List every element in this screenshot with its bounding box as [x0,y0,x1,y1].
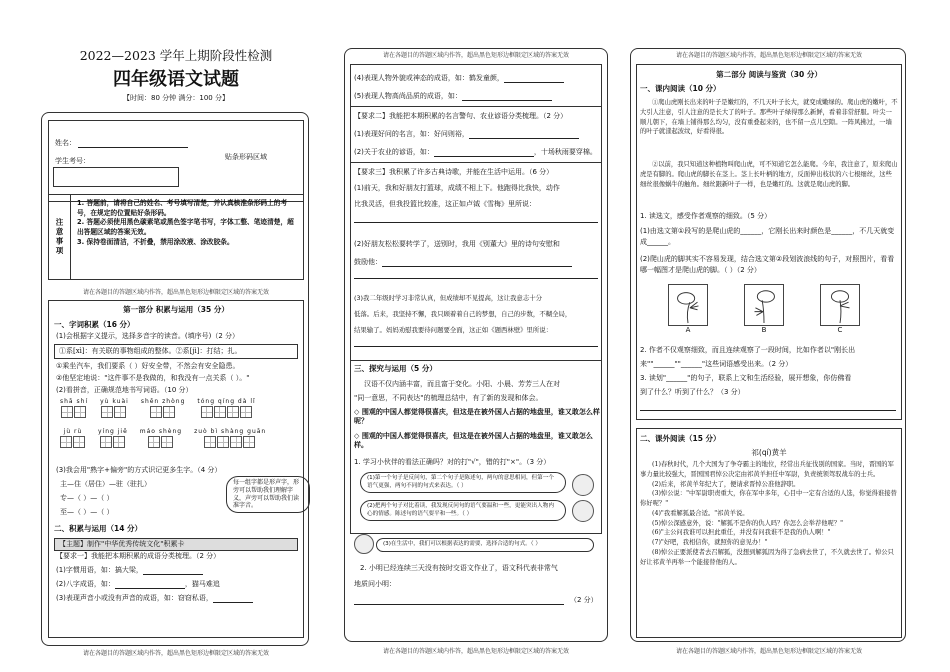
req3-a2: 比我灵活，但我投篮比较准，这正如卢钺《雪梅》里所说： [354,200,536,208]
req2-b [354,148,597,157]
student-id-field[interactable] [53,167,179,187]
pinyin: shā shí [60,398,89,405]
kid-icon [354,534,374,554]
p2-l2 [354,92,552,101]
req3-b2 [354,258,572,267]
answer-blank[interactable] [462,94,552,101]
req3: 【要求三】我积累了许多古典诗歌，并能在生活中运用。（6 分） [354,168,554,176]
answer-line[interactable] [354,222,598,223]
p2-l2-text: (5)表现人物高尚品质的成语，如： [354,92,462,100]
q3-sentence-1: ◇ 围观的中国人都觉得很喜庆，但这是在被外国人占据的地盘里，谁又敢怎么样呢？ [354,408,600,426]
q3-1: 1. 学习小伙伴的看法正确吗？对的打"√"，错的打"×"。（3 分） [354,458,551,466]
name-field[interactable] [78,141,188,148]
q1-b: ②他坚定地说："这件事不是我做的，和我没有一点关系（ ）。" [56,374,250,382]
notes-box [48,194,304,280]
story-para: (5)悼公深感意外，说："解狐不是你的仇人吗？你怎么会举荐他呢？" [652,519,844,527]
story-title: 祁(qí)黄羊 [751,448,787,457]
note-2: 2. 答题必须使用黑色碳素笔或黑色签字笔书写，字体工整、笔迹清楚，超出答题区域的答案无效。 [77,218,294,237]
column-2 [340,0,612,672]
writing-grid[interactable] [148,436,174,448]
part1-title: 第一部分 积累与运用（35 分） [123,305,229,314]
zhi-row: 至—（ ）—（ ） [60,508,114,516]
pinyin: shēn zhòng [140,398,186,405]
req1-b [56,580,220,589]
notes-title: 注意事项 [49,195,71,279]
req3-a1: (1)前天，我和好朋友打篮球，成绩不相上下。他跑得比我快，动作 [354,184,560,192]
r-q2b: 来""______""______"这些词语感受出来。（2 分） [640,360,793,368]
option-images [668,284,860,335]
answer-blank[interactable] [469,132,579,139]
req1: 【要求一】我能把本期积累的成语分类梳理。（2 分） [56,552,221,560]
student-id-label: 学生考号： [55,157,90,165]
barcode-area: 贴条形码区域 [225,153,267,161]
answer-line[interactable] [640,410,896,411]
story-para: (1)春秋时代，几个大国为了争夺霸主的地位，经常出兵征伐别的国家。当时，晋国的军事力量比较强大，晋国国君悼公决定由祁黄羊担任中军尉，负责统领驾驭战车的士兵。 [640,461,894,478]
req2-a [354,130,579,139]
req1-c-text: (3)表现声音小或没有声音的成语，如：窃窃私语， [56,594,213,602]
pinyin: máo shèng [139,428,183,435]
exam-year-title: 2022—2023 学年上期阶段性检测 [79,48,273,63]
comment-1: (1)第一个句子是反问句，第二个句子是陈述句，两句的意思相同，但第一个语气更强，两句不同的句式来表达。（ ） [360,472,566,493]
answer-blank[interactable] [143,568,203,575]
notice-2: 请在各题目的答题区域内作答，超出黑色矩形边框限定区域的答案无效 [382,52,569,59]
q3-2b: 地质问小明： [354,580,396,588]
exam-subject-title: 四年级语文试题 [113,69,239,90]
q3-title: 三、探究与运用（5 分） [354,364,437,373]
req1-a-text: (1)字惯用语，如：搞大梁， [56,566,143,574]
vine-image-c[interactable] [820,284,860,326]
writing-grid[interactable] [150,406,176,418]
notice-3: 请在各题目的答题区域内作答，超出黑色矩形边框限定区域的答案无效 [675,52,862,59]
writing-grid[interactable] [204,436,256,448]
answer-line[interactable] [354,278,598,279]
passage-p1: ①爬山虎刚长出来的叶子是嫩红的，不几天叶子长大，就变成嫩绿的。爬山虎的嫩叶，不大引人注意，引人注意的是长大了的叶子。那些叶子绿得那么新鲜，看着非常舒服。叶尖一顺儿朝下，在墙上铺得那么均匀，没有重叠起来的，也不留一点儿空隙。一阵风拂过，一墙的叶子就漾起波纹，好看得很。 [640,99,898,136]
req1-b-tail: ，猫马难追 [184,580,220,588]
req1-b-text: (2)八字成语，如： [56,580,115,588]
story-para: (3)悼公说："中军尉职责重大，你在军中多年，心目中一定有合适的人选，你觉得谁接替你好呢？" [640,490,897,507]
q2-title: 二、积累与运用（14 分） [54,524,143,533]
req3-c1: (3)我二年级时学习非常认真，但成绩却不见提高，这让我意志十分 [354,294,542,302]
kid-icon [572,474,594,496]
r-q2a: 2. 作者不仅观察细致，而且连续观察了一段时间，比如作者以"刚长出 [640,346,856,354]
req2-b-tail: ，十场秋雨要穿棉。 [533,148,597,156]
option-label-b: B [761,326,767,334]
theme-band: 【主题】制作"中华优秀传统文化"积累卡 [54,538,298,551]
req3-c3: 结果输了。妈妈劝慰我要待问题要全面，这正如《题西林壁》里所说： [354,326,553,334]
writing-grid[interactable] [61,406,87,418]
r-q1b: (2)爬山虎的脚其实不容易发现，结合选文第②段划波浪线的句子，对照图片，看看哪一幅图才是爬山虎的脚。（ ）（2 分） [640,255,895,275]
p2-l1 [354,74,564,83]
footer-notice-2: 请在各题目的答题区域内作答，超出黑色矩形边框限定区域的答案无效 [382,648,569,655]
answer-blank[interactable] [382,260,572,267]
notice-1: 请在各题目的答题区域内作答，超出黑色矩形边框限定区域的答案无效 [82,289,269,296]
pinyin: zuò bì shàng guān [194,428,267,435]
time-score: 【时间：80 分钟 满分：100 分】 [123,94,229,102]
s2-title: 二、课外阅读（15 分） [640,434,721,443]
q3-intro-1: 汉语不仅内涵丰富，而且富于变化。小阳、小晨、芳芳三人在对 [364,380,560,388]
writing-grid[interactable] [100,436,126,448]
writing-grid[interactable] [101,406,127,418]
answer-blank[interactable] [434,150,534,157]
story-para: (6)"主公问我谁可以担此重任，并没有问我谁不是我的仇人啊！" [652,529,831,537]
footer-notice-3: 请在各题目的答题区域内作答，超出黑色矩形边框限定区域的答案无效 [675,648,862,655]
s1-title: 一、课内阅读（10 分） [640,84,721,93]
pinyin: yíng jiē [98,428,128,435]
zhu-row: 主—住（居住）—驻（驻扎） [60,480,151,488]
name-label: 姓名： [55,139,76,147]
comment-2: (2)把两个句子对比着读，我发现反问句的语气要温和一些，更能突出人物内心的情感。陈述句的语气要平和一些。（ ） [360,500,566,521]
q3-2a: 2. 小明已经连续三天没有按时交语文作业了，语文科代表非常气 [360,564,558,572]
req2: 【要求二】我能把本期积累的名言警句、农业谚语分类梳理。（2 分） [354,112,568,120]
req1-a [56,566,203,575]
q1-title: 一、字词积累（16 分） [54,320,135,329]
r-q3a: 3. 读划"______"的句子，联系上文和生活经验，展开想象，你仿佛看 [640,374,852,382]
writing-grid[interactable] [201,406,253,418]
story-para: (2)后来，祁黄羊年纪大了，便请求晋悼公准他辞职。 [652,480,800,488]
q1-2: (2)看拼音，正确规范地书写词语。（10 分） [56,386,193,394]
pinyin-row-1 [60,398,256,418]
column-1 [38,0,314,672]
req3-c2: 低落。后来，我坚持不懈，我只顾着着自己的梦想，自己的步数，不糊全局， [354,310,572,318]
q1-a: ①乘坐汽车，我们要系（ ）好安全带，不然会有安全隐患。 [56,362,240,370]
req3-b2-text: 鼓励他： [354,258,382,266]
answer-blank[interactable] [504,76,564,83]
q1-1: (1)会根据字义提示，选择多音字的读音。(填序号)（2 分） [56,332,240,340]
req1-c [56,594,253,603]
q3-intro-2: "同一意思，不同表达"的梳理总结中，有了新的发现和体会。 [354,394,543,402]
kid-icon [572,500,594,522]
answer-line[interactable] [354,346,598,347]
story [640,460,898,567]
pinyin: tóng qíng dà lǐ [197,398,256,405]
q1-options: ①系[xì]：有关联的事物组成的整体。②系[jì]：打结；扎。 [54,344,298,359]
option-label-c: C [837,326,843,334]
vine-image-a[interactable] [668,284,708,326]
answer-line[interactable] [354,604,564,605]
req3-b1: (2)好朋友松松要转学了，送别时，我用《别董大》里的诗句安慰和 [354,240,560,248]
q3-sentence-2: ◇ 围观的中国人都觉得很喜庆，但这是在被外国人占据的地盘里，谁又敢怎么样。 [354,432,593,450]
answer-blank[interactable] [115,582,185,589]
answer-blank[interactable] [213,596,253,603]
story-para: (7)"好吧，我相信你，就照你的意见办！" [652,539,768,546]
tip-bubble: 每一组字都是形声字，形旁可以帮助我们理解字义，声旁可以帮助我们读准字音。 [226,476,310,513]
story-para: (8)悼公正要派使者去召解狐，没想到解狐因为得了急病去世了，不久就去世了。悼公只好让祁黄羊再举一个能接替他的人。 [640,548,894,566]
pinyin-row-2 [60,428,266,448]
story-para: (4)"我看解狐最合适。"祁黄羊说。 [652,509,749,517]
vine-image-b[interactable] [744,284,784,326]
q1-3: (3)我会用"熟字+偏旁"的方式识记更多生字。（4 分） [56,466,222,474]
r-q1: 1. 读选文，感受作者观察的细致。（5 分） [640,212,772,220]
r-q1a: (1)由选文第①段写的是爬山虎的______，它刚长出来时颜色是______，不几天就变成______。 [640,227,895,247]
zhuan-row: 专—（ ）—（ ） [60,494,114,502]
pinyin: jù rù [63,428,83,435]
q3-2-score: （2 分） [570,596,598,604]
column-3 [628,0,910,672]
option-label-a: A [685,326,691,334]
note-1: 1. 答题前，请将自己的姓名、考号填写清楚，并认真核准条形码上的考号，在规定的位置贴好条形码。 [77,199,288,217]
req2-a-text: (1)表现好问的名言，如：好问则裕， [354,130,469,138]
p2-l1-text: (4)表现人物外貌或神态的成语，如：鹤发童颜， [354,74,504,82]
part2-title: 第二部分 阅读与鉴赏（30 分） [716,70,822,79]
footer-notice-1: 请在各题目的答题区域内作答，超出黑色矩形边框限定区域的答案无效 [82,650,269,657]
note-3: 3. 保持卷面清洁，不折叠，禁用涂改液、涂改胶条。 [77,237,234,246]
comment-3: (3)在生活中，我们可以根据表达的需要，选择合适的句式。（ ） [376,538,594,552]
writing-grid[interactable] [60,436,86,448]
req2-b-text: (2)关于农业的谚语，如： [354,148,434,156]
info-box [48,120,304,202]
passage-p2: ②以前，我只知道这种植物叫爬山虎，可不知道它怎么能爬。今年，我注意了，原来爬山虎是有脚的。爬山虎的脚长在茎上。茎上长叶柄的地方，反面伸出枝状的六七根细丝，这些细丝很像蜗牛的触角。细丝跟新叶子一样，也是嫩红的。这就是爬山虎的脚。 [640,161,898,188]
r-q3b: 到了什么？听到了什么？（3 分） [640,388,745,396]
pinyin: yù kuài [100,398,129,405]
